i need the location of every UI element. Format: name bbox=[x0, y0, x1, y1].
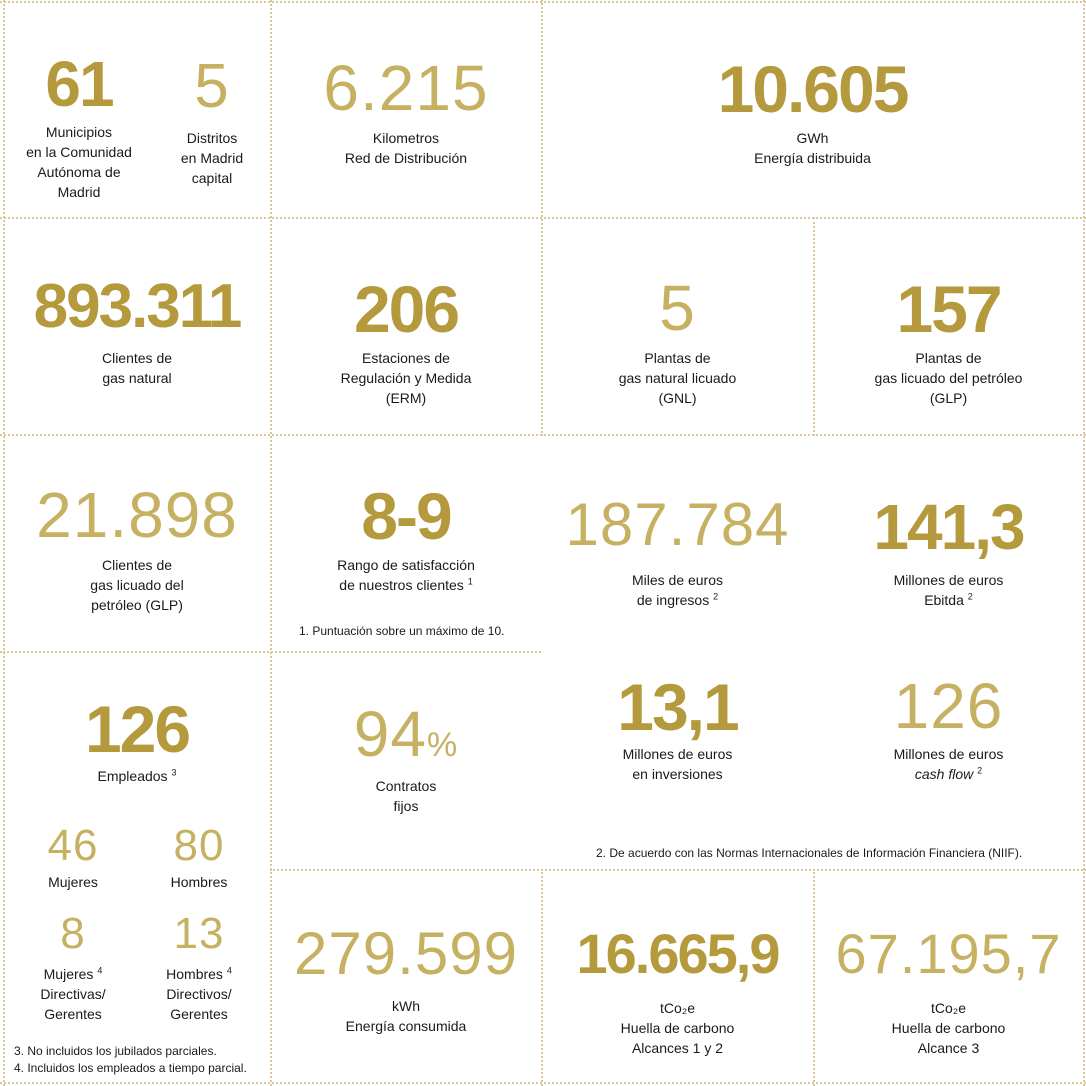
clientes-glp-value: 21.898 bbox=[36, 479, 238, 551]
huella-12-label bbox=[542, 998, 813, 1058]
energia-distribuida-value: 10.605 bbox=[717, 52, 908, 126]
ebitda-label-text: Millones de euros Ebitda bbox=[893, 572, 1004, 608]
ingresos-label bbox=[542, 570, 813, 610]
footnote-1: 1. Puntuación sobre un máximo de 10. bbox=[299, 624, 505, 638]
satisfaccion-label bbox=[271, 555, 541, 595]
inversiones-stat bbox=[542, 652, 813, 832]
percent-sign: % bbox=[426, 726, 459, 764]
hombres-directivos-label-rest: Directivos/ Gerentes bbox=[166, 986, 232, 1022]
municipios-value: 61 bbox=[45, 48, 113, 120]
cashflow-label bbox=[814, 744, 1083, 784]
divider bbox=[1083, 0, 1085, 1086]
cashflow-stat bbox=[814, 652, 1083, 832]
empleados-stat bbox=[4, 652, 270, 1082]
mujeres-directivas-label-line1: Mujeres bbox=[43, 966, 94, 982]
gnl-label: Plantas de gas natural licuado (GNL) bbox=[618, 350, 737, 406]
hombres-stat bbox=[140, 820, 258, 900]
distritos-value: 5 bbox=[194, 52, 230, 121]
municipios-label: Municipios en la Comunidad Autónoma de Madrid bbox=[26, 124, 132, 200]
hombres-directivos-label-line1: Hombres bbox=[166, 966, 223, 982]
erm-stat bbox=[271, 218, 541, 434]
energia-consumida-value: 279.599 bbox=[294, 920, 518, 987]
huella-12-stat bbox=[542, 870, 813, 1082]
contratos-label: Contratos fijos bbox=[375, 778, 437, 814]
gnl-value: 5 bbox=[659, 272, 696, 344]
glp-plantas-label: Plantas de gas licuado del petróleo (GLP) bbox=[874, 350, 1023, 406]
hombres-value: 80 bbox=[173, 821, 225, 870]
gnl-stat bbox=[542, 218, 813, 434]
ebitda-value: 141,3 bbox=[873, 491, 1024, 563]
kilometros-stat bbox=[271, 0, 541, 217]
empleados-label bbox=[4, 766, 270, 786]
distritos-stat bbox=[154, 0, 270, 217]
divider bbox=[0, 1082, 1086, 1084]
clientes-gas-stat bbox=[4, 218, 270, 434]
inversiones-value: 13,1 bbox=[617, 670, 738, 744]
mujeres-directivas-value: 8 bbox=[60, 909, 86, 958]
erm-label: Estaciones de Regulación y Medida (ERM) bbox=[340, 350, 472, 406]
ingresos-stat bbox=[542, 435, 813, 651]
huella-12-label-rest: Huella de carbono Alcances 1 y 2 bbox=[620, 1020, 735, 1056]
huella-3-value: 67.195,7 bbox=[835, 922, 1062, 985]
satisfaccion-label-text: Rango de satisfacción de nuestros clientes bbox=[337, 557, 475, 593]
contratos-stat bbox=[271, 652, 541, 869]
ingresos-label-text: Miles de euros de ingresos bbox=[631, 572, 724, 608]
energia-distribuida-label: GWh Energía distribuida bbox=[754, 130, 871, 166]
empleados-value: 126 bbox=[84, 692, 190, 766]
contratos-value: 94 bbox=[353, 698, 427, 770]
hombres-directivos-stat bbox=[140, 910, 258, 1020]
mujeres-directivas-label bbox=[14, 964, 132, 1024]
ebitda-stat bbox=[814, 435, 1083, 651]
satisfaccion-stat bbox=[271, 435, 541, 651]
footnote-ref: 4 bbox=[226, 965, 232, 976]
clientes-gas-value: 893.311 bbox=[33, 272, 241, 341]
cashflow-label-italic: cash flow bbox=[914, 766, 974, 782]
glp-plantas-stat bbox=[814, 218, 1083, 434]
huella-3-label-rest: Huella de carbono Alcance 3 bbox=[891, 1020, 1006, 1056]
huella-3-stat bbox=[814, 870, 1083, 1082]
cashflow-value: 126 bbox=[893, 670, 1004, 742]
footnote-ref: 4 bbox=[97, 965, 103, 976]
footnote-4: 4. Incluidos los empleados a tiempo parcial. bbox=[14, 1061, 247, 1075]
hombres-label: Hombres bbox=[170, 874, 228, 890]
kilometros-label: Kilometros Red de Distribución bbox=[344, 130, 468, 166]
clientes-glp-stat bbox=[4, 435, 270, 651]
mujeres-value: 46 bbox=[47, 821, 99, 870]
huella-12-label-line1: tCo₂e bbox=[659, 1000, 695, 1016]
clientes-gas-label: Clientes de gas natural bbox=[101, 350, 173, 386]
huella-3-label bbox=[814, 998, 1083, 1058]
footnote-ref: 2 bbox=[977, 765, 983, 776]
contratos-value-wrap bbox=[271, 698, 541, 770]
footnote-ref: 1 bbox=[467, 576, 473, 587]
ebitda-label bbox=[814, 570, 1083, 610]
mujeres-directivas-label-rest: Directivas/ Gerentes bbox=[40, 986, 106, 1022]
hombres-directivos-label bbox=[140, 964, 258, 1024]
mujeres-label: Mujeres bbox=[48, 874, 98, 890]
ingresos-value: 187.784 bbox=[565, 491, 790, 558]
mujeres-stat bbox=[14, 820, 132, 900]
footnote-3: 3. No incluidos los jubilados parciales. bbox=[14, 1044, 217, 1058]
energia-consumida-label: kWh Energía consumida bbox=[345, 998, 467, 1034]
erm-value: 206 bbox=[353, 272, 459, 346]
inversiones-label: Millones de euros en inversiones bbox=[622, 746, 733, 782]
satisfaccion-value: 8-9 bbox=[361, 479, 451, 553]
footnote-ref: 2 bbox=[713, 591, 719, 602]
hombres-directivos-value: 13 bbox=[173, 909, 225, 958]
kilometros-value: 6.215 bbox=[323, 52, 489, 124]
huella-3-label-line1: tCo₂e bbox=[930, 1000, 966, 1016]
huella-12-value: 16.665,9 bbox=[576, 922, 779, 985]
distritos-label: Distritos en Madrid capital bbox=[180, 130, 244, 186]
energia-distribuida-stat bbox=[542, 0, 1083, 217]
municipios-stat bbox=[4, 0, 154, 217]
glp-plantas-value: 157 bbox=[896, 272, 1001, 346]
clientes-glp-label: Clientes de gas licuado del petróleo (GLP) bbox=[90, 557, 184, 613]
cashflow-label-line1: Millones de euros bbox=[893, 746, 1004, 762]
energia-consumida-stat bbox=[271, 870, 541, 1082]
footnote-ref: 2 bbox=[967, 591, 973, 602]
empleados-label-text: Empleados bbox=[97, 768, 168, 784]
footnote-2: 2. De acuerdo con las Normas Internacionales de Información Financiera (NIIF). bbox=[596, 846, 1023, 860]
mujeres-directivas-stat bbox=[14, 910, 132, 1020]
footnote-ref: 3 bbox=[171, 767, 177, 778]
